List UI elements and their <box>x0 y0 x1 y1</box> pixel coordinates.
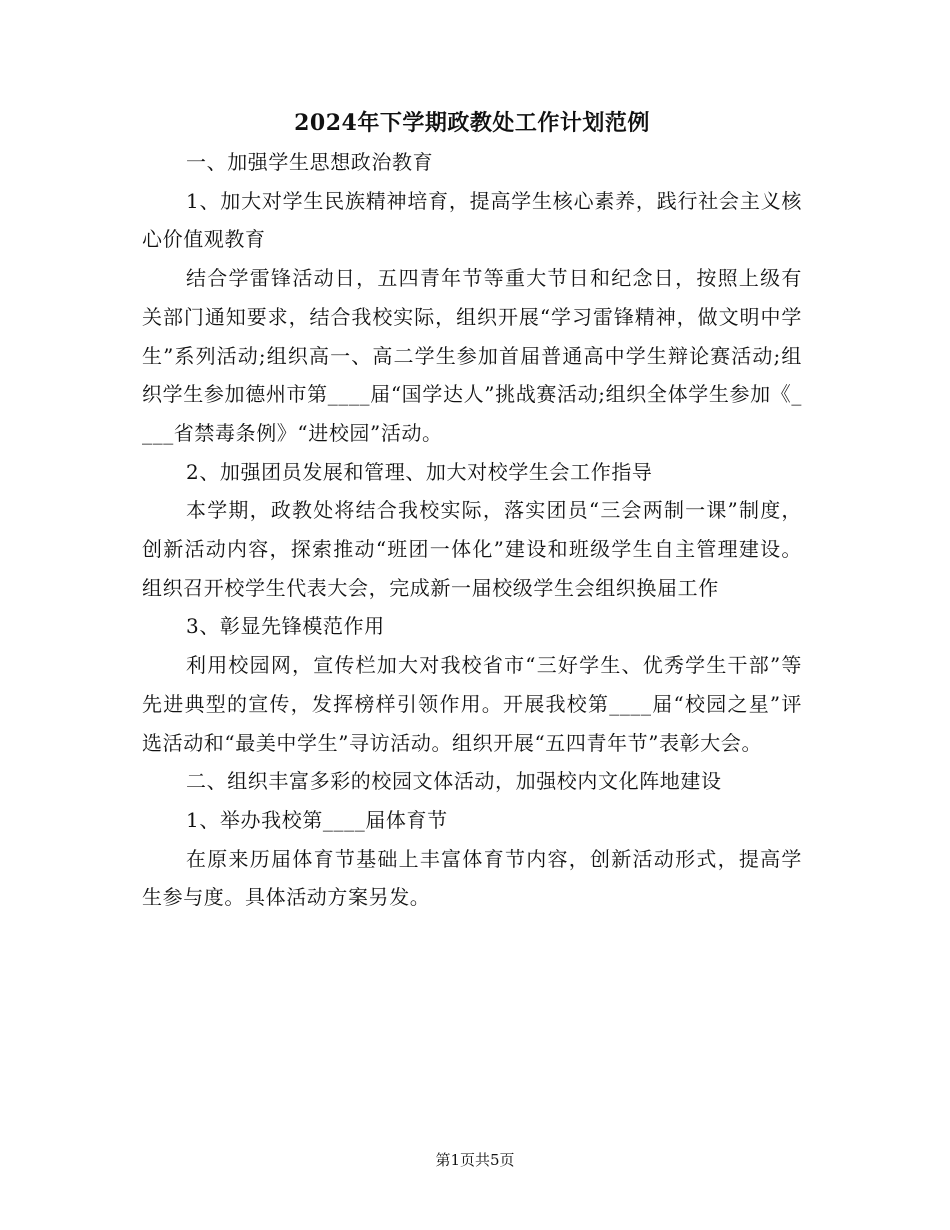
subheading-2-1: 1、举办我校第____届体育节 <box>186 807 448 832</box>
section-heading-2: 二、组织丰富多彩的校园文体活动，加强校内文化阵地建设 <box>186 769 722 794</box>
document-body <box>142 103 802 917</box>
subheading-1-2: 2、加强团员发展和管理、加大对校学生会工作指导 <box>186 459 653 484</box>
subheading-1-3: 3、彰显先锋模范作用 <box>186 614 385 639</box>
page-number: 第1页共5页 <box>435 1151 515 1169</box>
paragraph-1-1: 结合学雷锋活动日，五四青年节等重大节日和纪念日，按照上级有关部门通知要求，结合我校实际，组织开展“学习雷锋精神，做文明中学生”系列活动;组织高一、高二学生参加首届普通高中学生辩论赛活动;组织学生参加德州市第____届“国学达人”挑战赛活动;组织全体学生参加《____省禁毒条例》“进校园”活动。 <box>142 266 802 445</box>
document-title: 2024年下学期政教处工作计划范例 <box>294 110 650 136</box>
subheading-1-1: 1、加大对学生民族精神培育，提高学生核心素养，践行社会主义核心价值观教育 <box>142 188 802 252</box>
paragraph-1-3: 利用校园网，宣传栏加大对我校省市“三好学生、优秀学生干部”等先进典型的宣传，发挥榜样引领作用。开展我校第____届“校园之星”评选活动和“最美中学生”寻访活动。组织开展“五四青年节”表彰大会。 <box>142 653 802 755</box>
paragraph-2-1: 在原来历届体育节基础上丰富体育节内容，创新活动形式，提高学生参与度。具体活动方案另发。 <box>142 846 802 910</box>
paragraph-1-2: 本学期，政教处将结合我校实际，落实团员“三会两制一课”制度，创新活动内容，探索推动“班团一体化”建设和班级学生自主管理建设。组织召开校学生代表大会，完成新一届校级学生会组织换届工作 <box>142 498 802 600</box>
section-heading-1: 一、加强学生思想政治教育 <box>186 150 434 174</box>
